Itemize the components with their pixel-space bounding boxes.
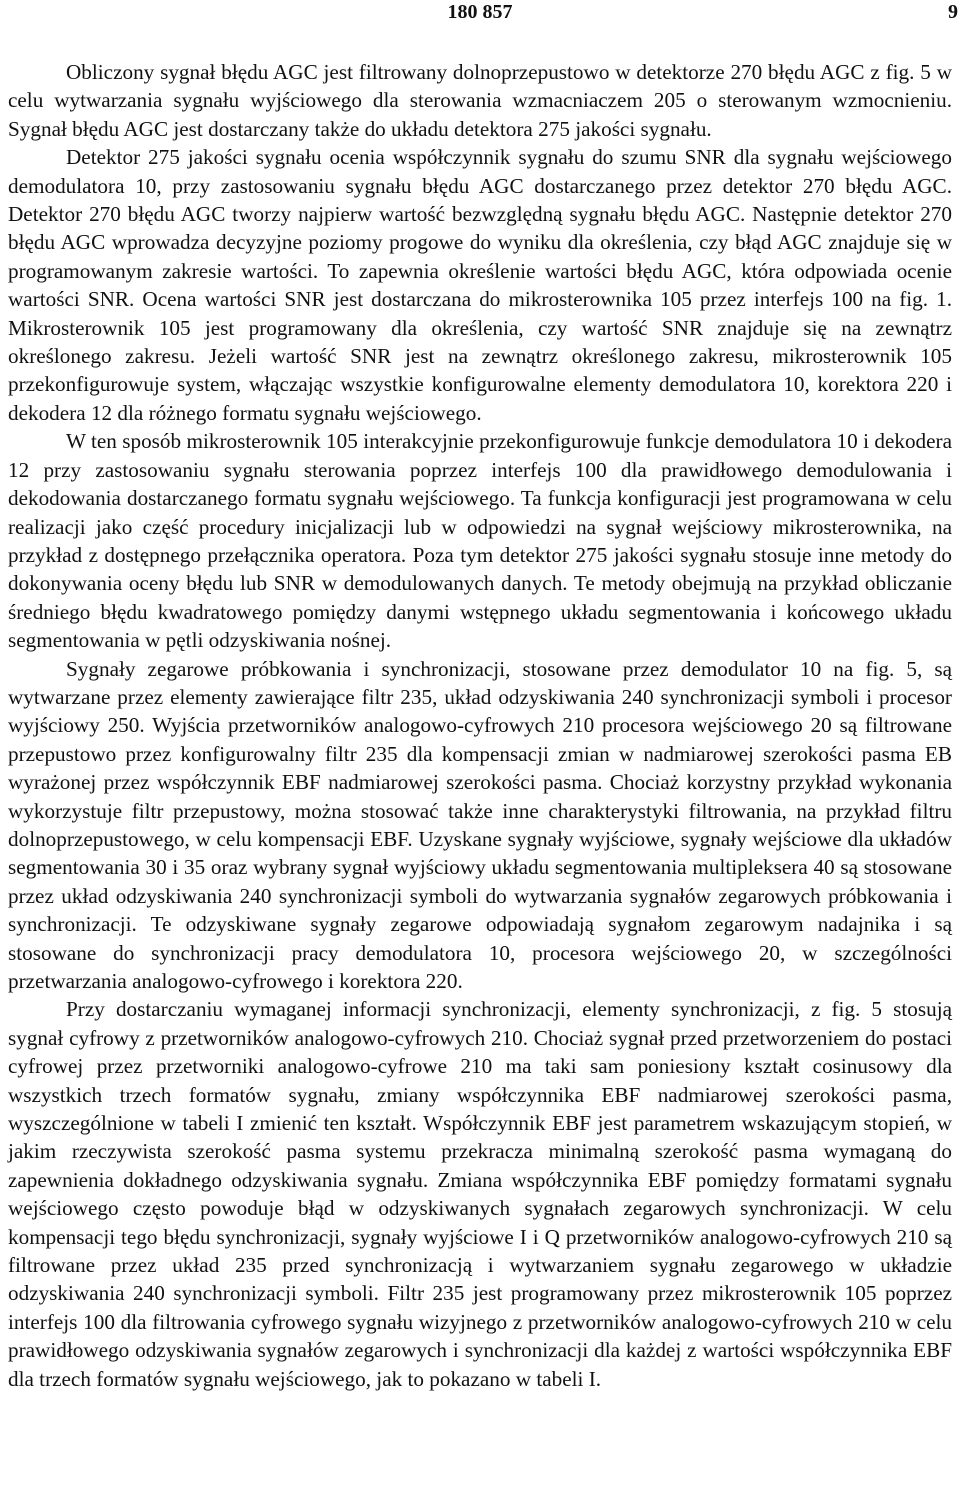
paragraph-synchronization: Przy dostarczaniu wymaganej informacji synchronizacji, elementy synchronizacji, z fig. 5 stosują sygnał cyfrowy z przetworników analogowo-cyfrowych 210. Chociaż sygnał przed przetworzeniem do postaci cyfrowej przez przetworniki analogowo-cyfrowe 210 ma taki sam poniesiony kształt cosinusowy dla wszystkich trzech formatów sygnału, zmiany współczynnika EBF nadmiarowej szerokości pasma, wyszczególnione w tabeli I zmienić ten kształt. Współczynnik EBF jest parametrem wskazującym stopień, w jakim rzeczywista szerokość pasma systemu przekracza minimalną szerokość pasma wymaganą do zapewnienia dokładnego odzyskiwania sygnału. Zmiana współczynnika EBF pomiędzy formatami sygnału wejściowego często powoduje błąd w odzyskiwanych sygnałach zegarowych synchronizacji. W celu kompensacji tego błędu synchronizacji, sygnały wyjściowe I i Q przetworników analogowo-cyfrowych 210 są filtrowane przez układ 235 przed synchronizacją i wytwarzaniem sygnału zegarowego w układzie odzyskiwania 240 synchronizacji symboli. Filtr 235 jest programowany przez mikrosterownik 105 poprzez interfejs 100 dla filtrowania cyfrowego sygnału wizyjnego z przetworników analogowo-cyfrowych 210 w celu prawidłowego odzyskiwania sygnałów zegarowych i synchronizacji dla każdej z wartości współczynnika EBF dla trzech formatów sygnału wejściowego, jak to pokazano w tabeli I. (8, 997, 952, 1391)
document-body (8, 58, 952, 1393)
paragraph-reconfiguration: W ten sposób mikrosterownik 105 interakcyjnie przekonfigurowuje funkcje demodulatora 10 i dekodera 12 przy zastosowaniu sygnału sterowania poprzez interfejs 100 dla prawidłowego demodulowania i dekodowania dostarczanego formatu sygnału wejściowego. Ta funkcja konfiguracji jest programowana w celu realizacji jako część procedury inicjalizacji lub w odpowiedzi na sygnał wejściowy mikrosterownika, na przykład z dostępnego przełącznika operatora. Poza tym detektor 275 jakości sygnału stosuje inne metody do dokonywania oceny błędu lub SNR w demodulowanych danych. Te metody obejmują na przykład obliczanie średniego błędu kwadratowego pomiędzy danymi wstępnego układu segmentowania i końcowego układu segmentowania w pętli odzyskiwania nośnej. (8, 429, 952, 653)
page-sheet-number: 9 (948, 1, 958, 23)
page-header-number: 180 857 (447, 1, 513, 23)
paragraph-agc-filter: Obliczony sygnał błędu AGC jest filtrowany dolnoprzepustowo w detektorze 270 błędu AGC z fig. 5 w celu wytwarzania sygnału wyjściowego dla sterowania wzmacniaczem 205 o sterowanym wzmocnieniu. Sygnał błędu AGC jest dostarczany także do układu detektora 275 jakości sygnału. (8, 60, 952, 141)
paragraph-snr-detector: Detektor 275 jakości sygnału ocenia współczynnik sygnału do szumu SNR dla sygnału wejściowego demodulatora 10, przy zastosowaniu sygnału błędu AGC dostarczanego przez detektor 270 błędu AGC. Detektor 270 błędu AGC tworzy najpierw wartość bezwzględną sygnału błędu AGC. Następnie detektor 270 błędu AGC wprowadza decyzyjne poziomy progowe do wyniku dla określenia, czy błąd AGC znajduje się w programowanym zakresie wartości. To zapewnia określenie wartości błędu AGC, która odpowiada ocenie wartości SNR. Ocena wartości SNR jest dostarczana do mikrosterownika 105 przez interfejs 100 na fig. 1. Mikrosterownik 105 jest programowany dla określenia, czy wartość SNR znajduje się na zewnątrz określonego zakresu. Jeżeli wartość SNR jest na zewnątrz określonego zakresu, mikrosterownik 105 przekonfigurowuje system, włączając wszystkie konfigurowalne elementy demodulatora 10, korektora 220 i dekodera 12 dla różnego formatu sygnału wejściowego. (8, 145, 952, 425)
paragraph-clock-signals: Sygnały zegarowe próbkowania i synchronizacji, stosowane przez demodulator 10 na fig. 5, są wytwarzane przez elementy zawierające filtr 235, układ odzyskiwania 240 synchronizacji symboli i procesor wyjściowy 250. Wyjścia przetworników analogowo-cyfrowych 210 procesora wejściowego 20 są filtrowane przepustowo przez konfigurowalny filtr 235 dla kompensacji zmian w nadmiarowej szerokości pasma EB wyrażonej przez współczynnik EBF nadmiarowej szerokości pasma. Chociaż korzystny przykład wykonania wykorzystuje filtr przepustowy, można stosować także inne charakterystyki filtrowania, na przykład filtru dolnoprzepustowego, w celu kompensacji EBF. Uzyskane sygnały wyjściowe, sygnały wejściowe dla układów segmentowania 30 i 35 oraz wybrany sygnał wyjściowy układu segmentowania multipleksera 40 są stosowane przez układ odzyskiwania 240 synchronizacji symboli do wytwarzania sygnałów zegarowych próbkowania i synchronizacji. Te odzyskiwane sygnały zegarowe odpowiadają sygnałom zegarowym nadajnika i są stosowane do synchronizacji pracy demodulatora 10, procesora wejściowego 20, w szczególności przetwarzania analogowo-cyfrowego i korektora 220. (8, 656, 952, 993)
